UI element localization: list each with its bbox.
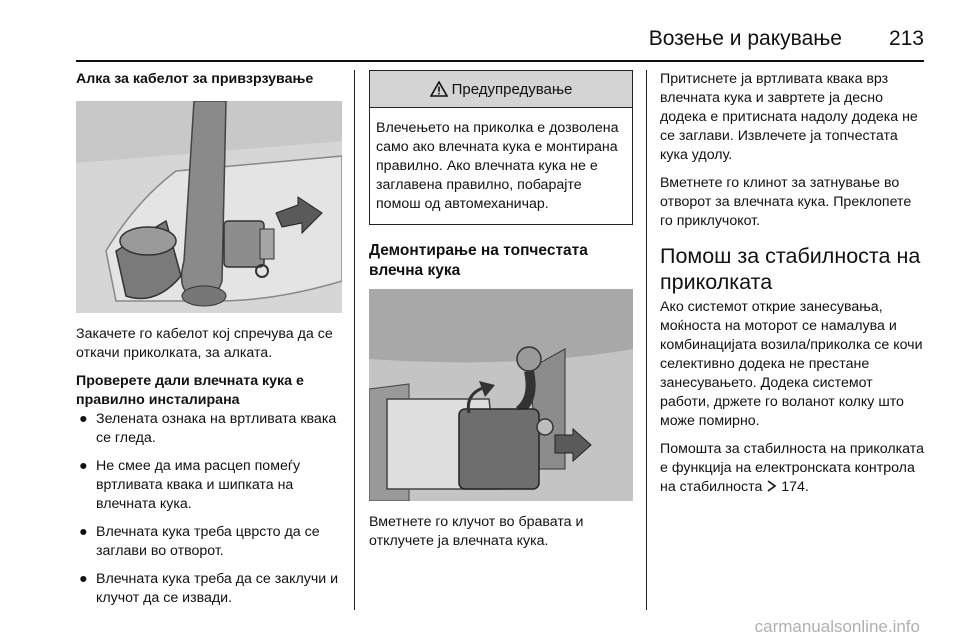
insert-key-paragraph: Вметнете го клучот во бравата и отклучете ја влечната кука.	[369, 514, 584, 549]
check-list	[76, 410, 342, 608]
press-knob-paragraph: Притиснете ја вртливата квака врз влечната кука и завртете ја десно додека е притисната надолу додека не се заглави. Извлечете ја топчестата кука удолу.	[660, 71, 918, 163]
warning-triangle-icon	[430, 81, 448, 97]
bullet-icon: ●	[79, 524, 88, 540]
section-heading-cable-ring: Алка за кабелот за привзрзување	[76, 71, 314, 87]
trailer-stability-paragraph: Ако системот открие занесувања, моќноста на моторот се намалува и комбинацијата возила/приколка се кочи селективно додека не престане занесувањето. Додека системот работи, држете го воланот колку што може помирно.	[660, 299, 923, 429]
header-title: Возење и ракување	[648, 27, 842, 50]
figure-remove-hook	[369, 289, 633, 501]
column-divider-1	[354, 70, 355, 610]
list-item: ● Зелената ознака на вртливата квака се гледа.	[79, 411, 337, 446]
column-divider-2	[646, 70, 647, 610]
list-item: ● Не смее да има расцеп помеѓу вртливата квака и шипката на влечната кука.	[79, 458, 301, 512]
section-heading-check-installed: Проверете дали влечната кука е правилно инсталирана	[76, 373, 304, 408]
column-2	[369, 70, 633, 551]
section-heading-trailer-stability: Помош за стабилноста на приколката	[660, 244, 921, 294]
list-item: ● Влечната кука треба да се заклучи и клучот да се извади.	[79, 571, 339, 606]
column-1	[76, 70, 342, 617]
warning-title: Предупредување	[451, 80, 573, 98]
page-number: 213	[888, 27, 924, 50]
column-3	[660, 70, 926, 497]
page-reference-link[interactable]: 174.	[781, 479, 809, 495]
insert-plug-paragraph: Вметнете го клинот за затнување во отворот за влечната кука. Преклопете го приклучокот.	[660, 175, 912, 229]
figure-cable-ring	[76, 101, 342, 313]
warning-box	[369, 70, 633, 225]
warning-header	[370, 71, 632, 108]
cable-ring-paragraph: Закачете го кабелот кој спречува да се откачи приколката, за алката.	[76, 326, 333, 361]
list-item: ● Влечната кука треба цврсто да се заглави во отворот.	[79, 524, 320, 559]
page-header	[0, 0, 960, 60]
warning-body	[370, 108, 632, 224]
stability-reference-paragraph: Помошта за стабилноста на приколката е функција на електронската контрола на стабилноста 174.	[660, 441, 924, 495]
bullet-icon: ●	[79, 411, 88, 427]
warning-text: Влечењето на приколка е дозволена само ако влечната кука е монтирана правилно. Ако влечната кука не е заглавена правилно, побарајте помош од автомеханичар.	[376, 120, 619, 212]
page-reference-arrow-icon	[766, 480, 777, 492]
header-rule	[76, 60, 924, 62]
bullet-icon: ●	[79, 458, 88, 474]
bullet-icon: ●	[79, 571, 88, 587]
footer-watermark: carmanualsonline.info	[754, 617, 920, 636]
section-heading-remove-hook: Демонтирање на топчестата влечна кука	[369, 242, 588, 279]
